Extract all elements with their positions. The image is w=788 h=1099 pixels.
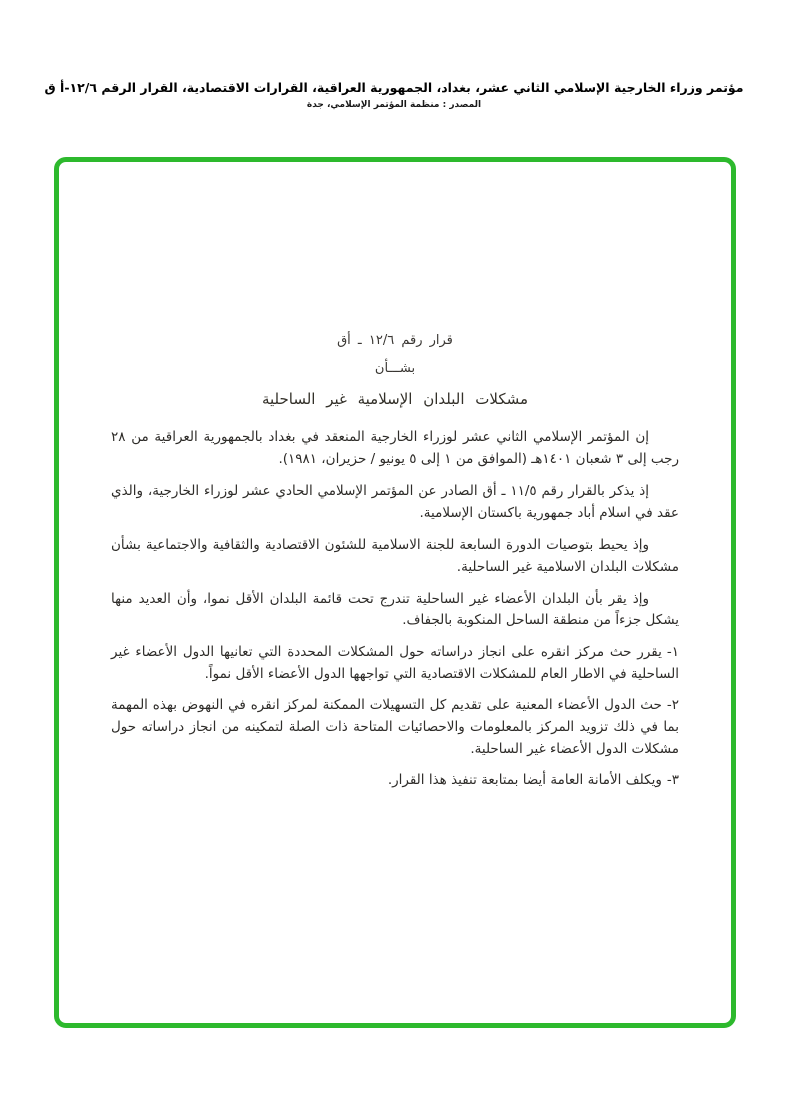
list-item bbox=[111, 642, 679, 686]
paragraph-preamble-2: إذ يذكر بالقرار رقم ١١/٥ ـ أق الصادر عن المؤتمر الإسلامي الحادي عشر لوزراء الخارجية، والذي عقد في اسلام أباد جمهورية باكستان الإسلامية. bbox=[111, 483, 679, 521]
item-number: ٣- bbox=[666, 771, 679, 788]
item-text: حث الدول الأعضاء المعنية على تقديم كل التسهيلات الممكنة لمركز انقره في النهوض بهذه المهمة بما في ذلك تزويد المركز بالمعلومات والاحصائيات المتاحة ذات الصلة لتمكينه من انجاز دراساته حول مشكلات الدول الأعضاء غير الساحلية. bbox=[111, 696, 679, 757]
list-item bbox=[111, 770, 679, 792]
resolution-items bbox=[111, 642, 679, 791]
header-title: مؤتمر وزراء الخارجية الإسلامي الثاني عشر، بغداد، الجمهورية العراقية، القرارات الاقتصادية، القرار الرقم ١٢/٦-أ ق bbox=[44, 80, 744, 95]
document-title-block bbox=[111, 330, 679, 411]
item-number: ١- bbox=[666, 644, 679, 661]
item-text: يقرر حث مركز انقره على انجاز دراساته حول المشكلات المحددة التي تعانيها الدول الأعضاء غير الساحلية في الاطار العام للمشكلات الاقتصادية التي تواجهها الدول الأعضاء الأقل نمواً. bbox=[111, 644, 679, 683]
item-number: ٢- bbox=[666, 696, 679, 713]
document-frame bbox=[54, 157, 736, 1028]
document-content bbox=[59, 162, 731, 791]
paragraph-preamble-4: وإذ يقر بأن البلدان الأعضاء غير الساحلية تندرج تحت قائمة البلدان الأقل نموا، وأن العديد منها يشكل جزءاً من منطقة الساحل المنكوبة بالجفاف. bbox=[111, 590, 679, 629]
item-text: ويكلف الأمانة العامة أيضا بمتابعة تنفيذ هذا القرار. bbox=[387, 771, 662, 788]
resolution-subject-label: بشـــأن bbox=[374, 361, 416, 377]
paragraph-preamble-3: وإذ يحيط بتوصيات الدورة السابعة للجنة الاسلامية للشئون الاقتصادية والثقافية والاجتماعية بشأن مشكلات البلدان الاسلامية غير الساحلية. bbox=[111, 536, 679, 575]
page-header bbox=[0, 80, 788, 110]
resolution-number: قرار رقم ١٢/٦ ـ أق bbox=[337, 333, 453, 348]
paragraph-preamble-1: إن المؤتمر الإسلامي الثاني عشر لوزراء الخارجية المنعقد في بغداد بالجمهورية العراقية من ٢٨ رجب إلى ٣ شعبان ١٤٠١هـ (الموافق من ١ إلى ٥ يونيو / حزيران، ١٩٨١). bbox=[111, 429, 679, 468]
resolution-subject: مشكلات البلدان الإسلامية غير الساحلية bbox=[261, 390, 529, 409]
list-item bbox=[111, 695, 679, 761]
header-source: المصدر : منظمة المؤتمر الإسلامي، جدة bbox=[306, 100, 482, 110]
